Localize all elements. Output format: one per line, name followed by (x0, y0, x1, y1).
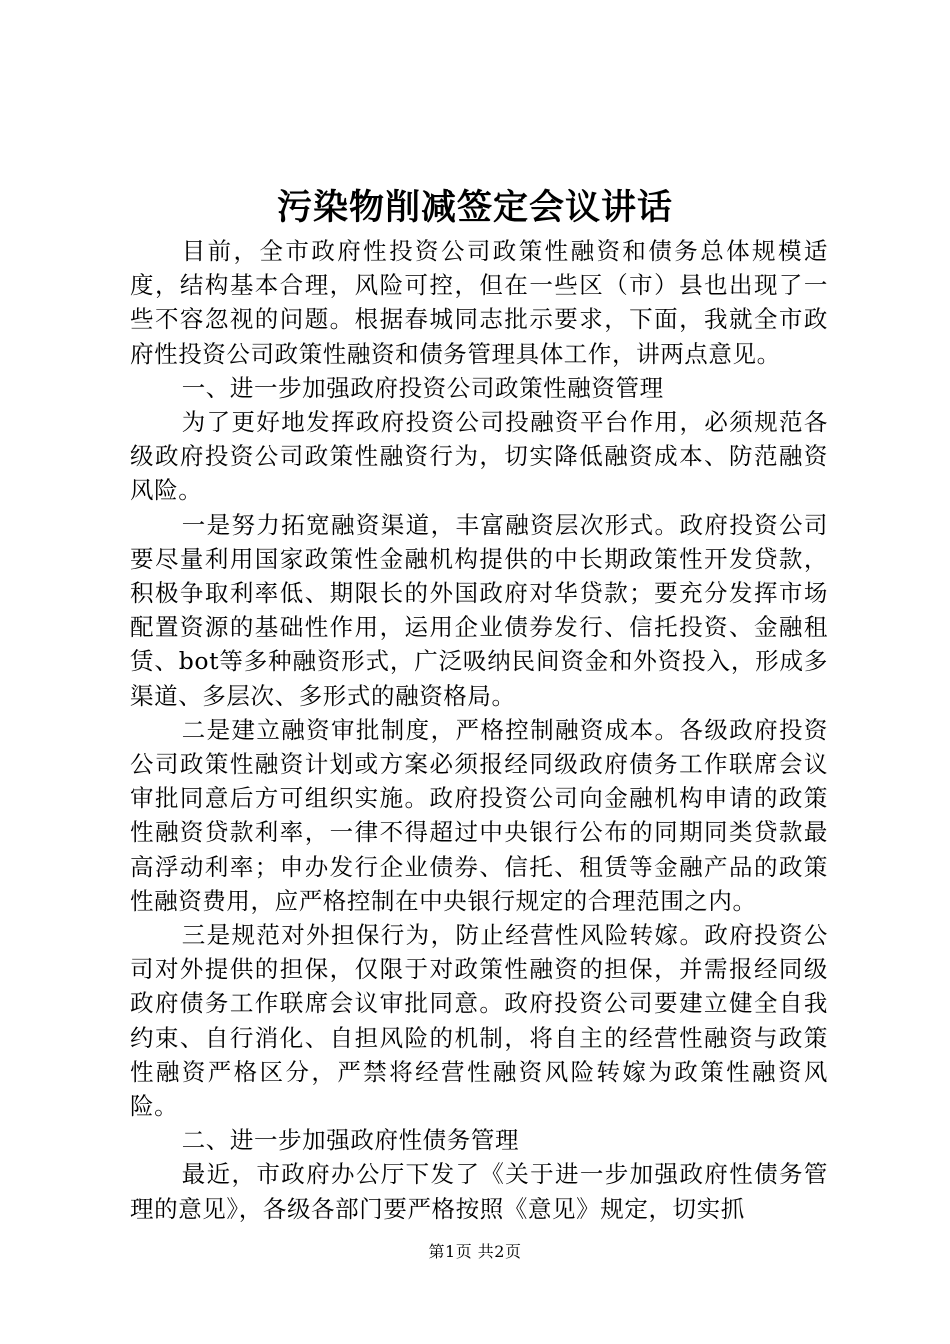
paragraph-point-2: 二是建立融资审批制度，严格控制融资成本。各级政府投资公司政策性融资计划或方案必须报经同级政府债务工作联席会议审批同意后方可组织实施。政府投资公司向金融机构申请的政策性融资贷款利率，一律不得超过中央银行公布的同期同类贷款最高浮动利率；申办发行企业债券、信托、租赁等金融产品的政策性融资费用，应严格控制在中央银行规定的合理范围之内。 (130, 715, 828, 915)
paragraph-intro: 目前，全市政府性投资公司政策性融资和债务总体规模适度，结构基本合理，风险可控，但在一些区（市）县也出现了一些不容忽视的问题。根据春城同志批示要求，下面，我就全市政府性投资公司政策性融资和债务管理具体工作，讲两点意见。 (130, 237, 828, 368)
paragraph-point-3: 三是规范对外担保行为，防止经营性风险转嫁。政府投资公司对外提供的担保，仅限于对政策性融资的担保，并需报经同级政府债务工作联席会议审批同意。政府投资公司要建立健全自我约束、自行消化、自担风险的机制，将自主的经营性融资与政策性融资严格区分，严禁将经营性融资风险转嫁为政策性融资风险。 (130, 921, 828, 1121)
section-heading-1: 一、进一步加强政府投资公司政策性融资管理 (181, 373, 664, 402)
document-body (130, 234, 828, 1226)
page-footer: 第1页 共2页 (428, 1242, 522, 1261)
paragraph-point-1: 一是努力拓宽融资渠道，丰富融资层次形式。政府投资公司要尽量利用国家政策性金融机构提供的中长期政策性开发贷款，积极争取利率低、期限长的外国政府对华贷款；要充分发挥市场配置资源的基础性作用，运用企业债券发行、信托投资、金融租赁、bot等多种融资形式，广泛吸纳民间资金和外资投入，形成多渠道、多层次、多形式的融资格局。 (130, 510, 828, 710)
document-title: 污染物削减签定会议讲话 (276, 187, 673, 228)
paragraph-section-2-intro: 最近，市政府办公厅下发了《关于进一步加强政府性债务管理的意见》，各级各部门要严格按照《意见》规定，切实抓 (130, 1160, 828, 1223)
section-heading-2: 二、进一步加强政府性债务管理 (181, 1126, 520, 1155)
paragraph-section-1-intro: 为了更好地发挥政府投资公司投融资平台作用，必须规范各级政府投资公司政策性融资行为，切实降低融资成本、防范融资风险。 (130, 408, 828, 505)
